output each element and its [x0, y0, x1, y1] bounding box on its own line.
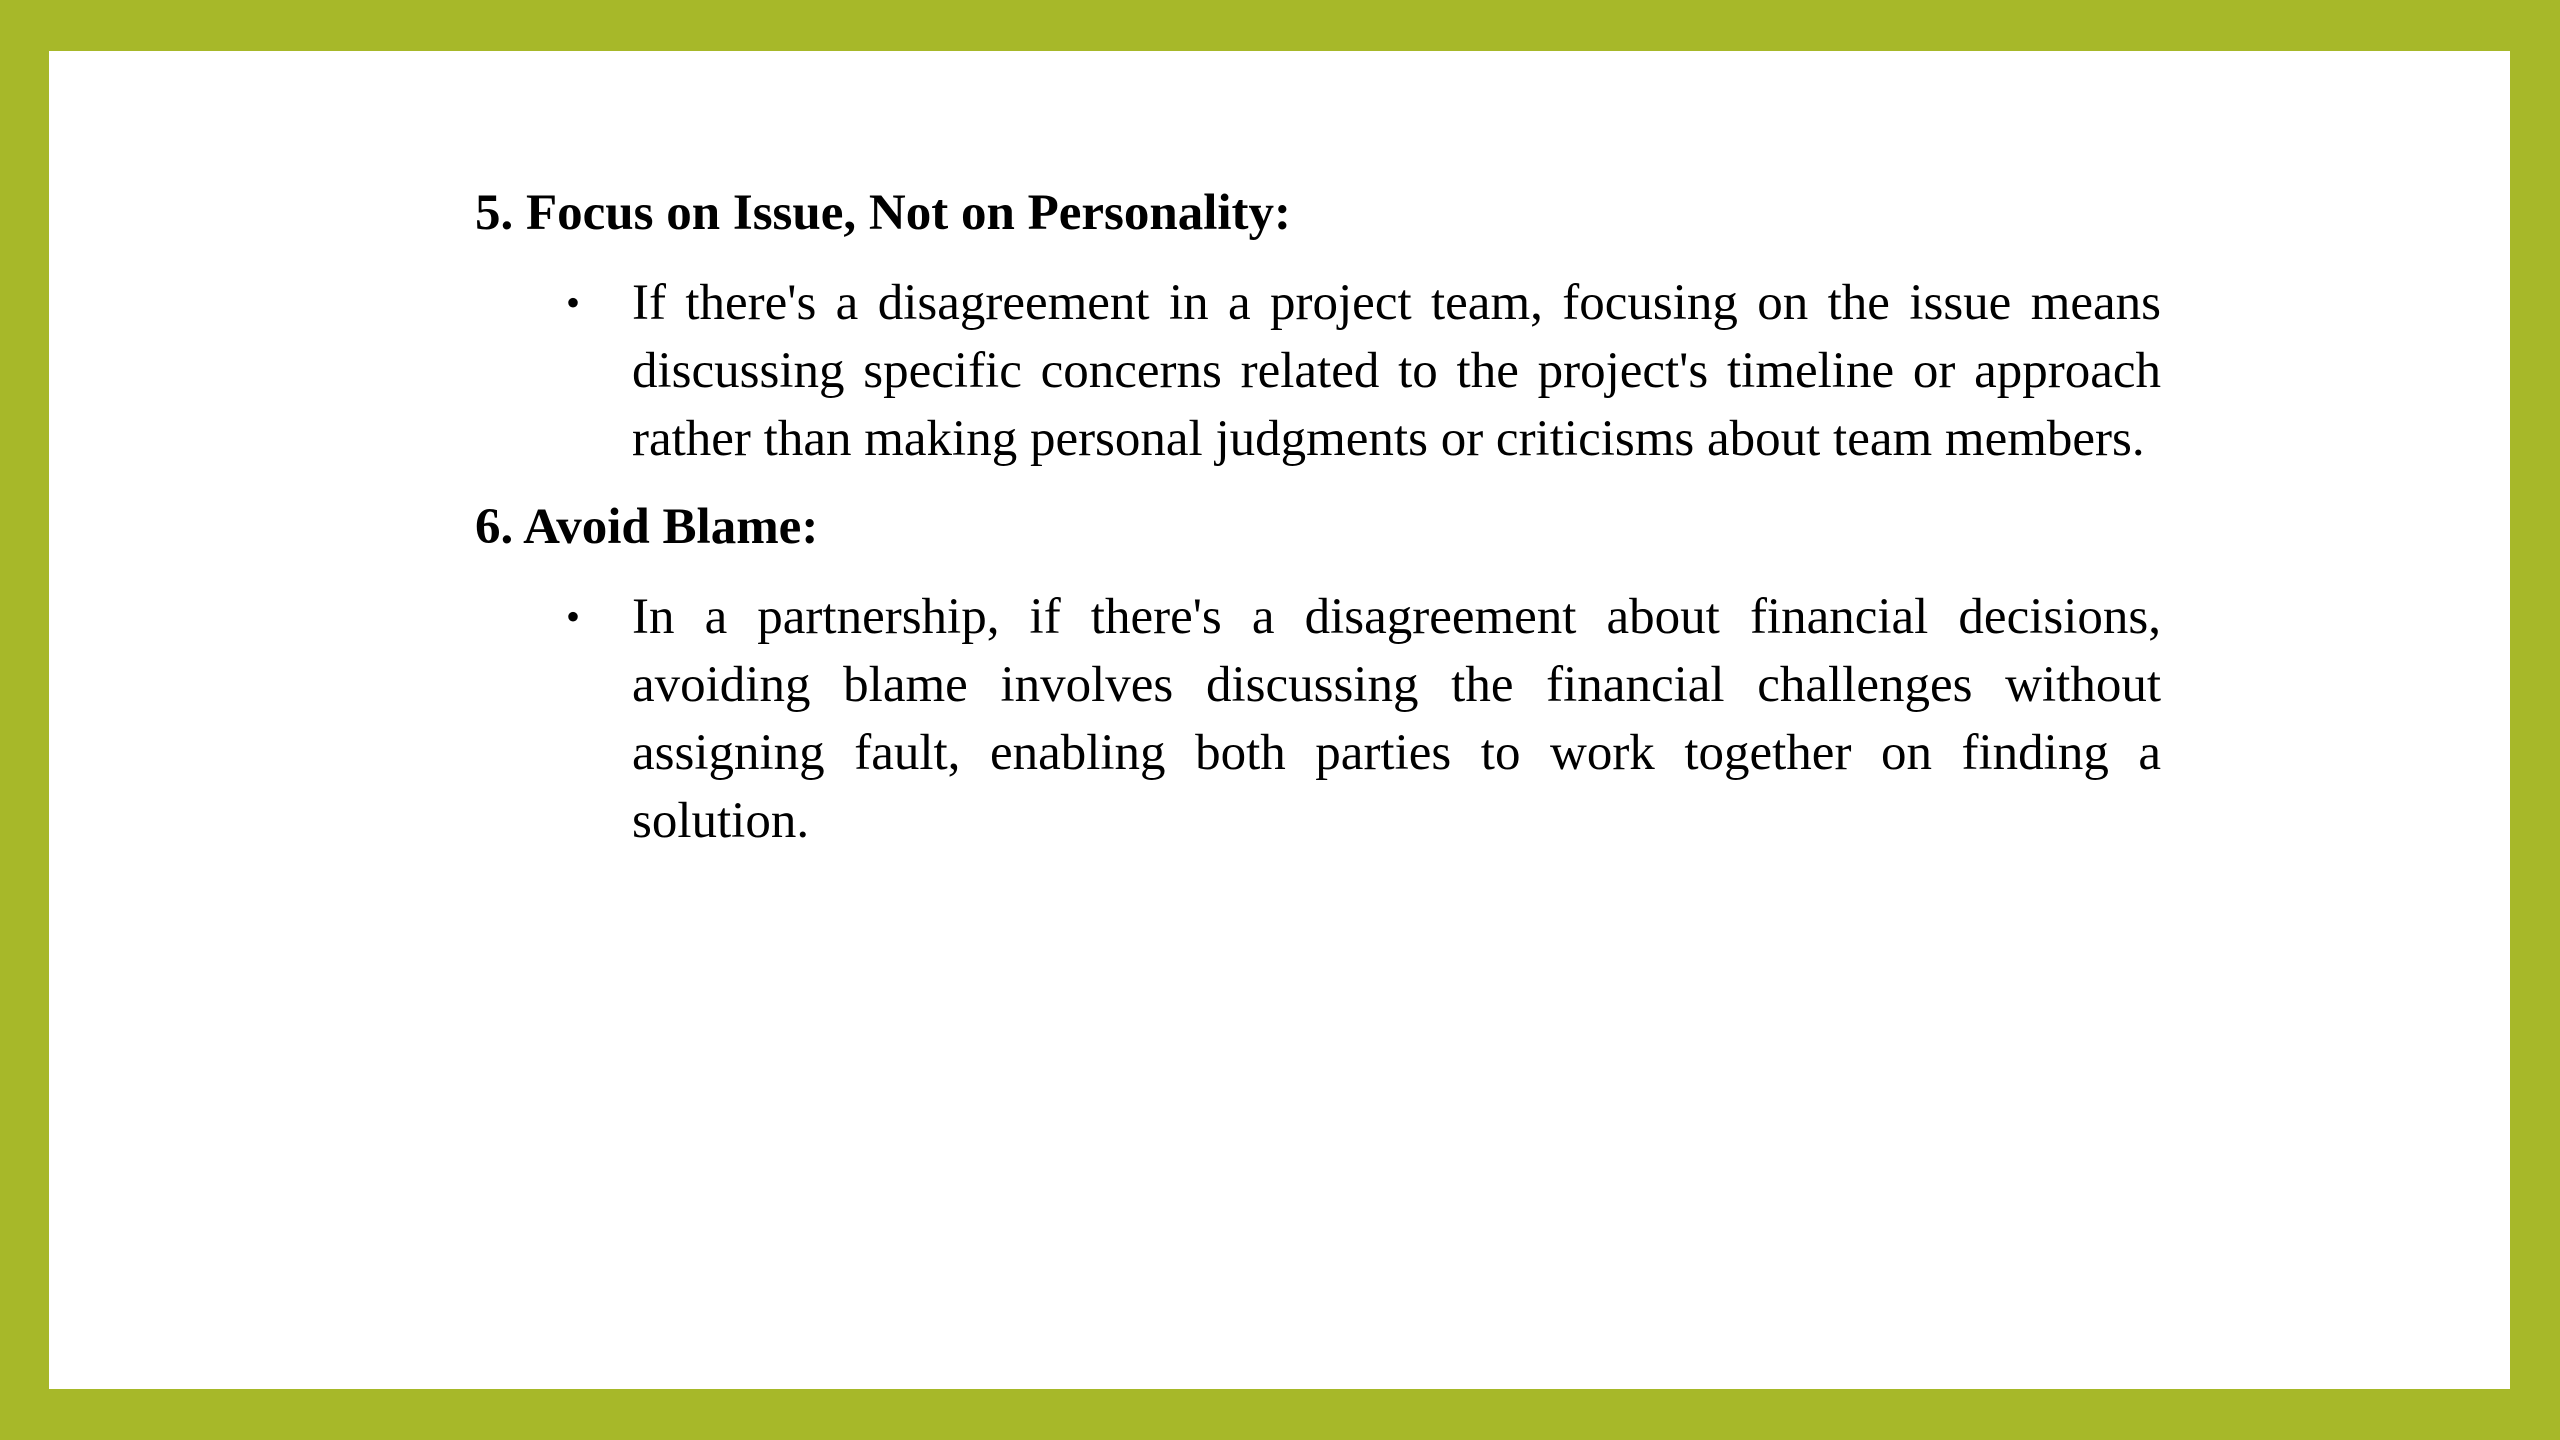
- bullet-item: [566, 269, 2161, 473]
- section-focus-on-issue: [475, 179, 2211, 473]
- section-avoid-blame: [475, 493, 2211, 855]
- bullet-icon: •: [566, 594, 581, 639]
- bullet-icon: •: [566, 280, 581, 325]
- bullet-text: If there's a disagreement in a project team, focusing on the issue means discussing specific concerns related to the project's timeline or approach rather than making personal judgments or criticisms about team members.: [632, 275, 2161, 467]
- slide: [49, 51, 2510, 1389]
- section-heading: 5. Focus on Issue, Not on Personality:: [475, 185, 1292, 241]
- bullet-text: In a partnership, if there's a disagreement about financial decisions, avoiding blame involves discussing the financial challenges without assigning fault, enabling both parties to work together on finding a solution.: [632, 589, 2161, 849]
- section-heading: 6. Avoid Blame:: [475, 499, 819, 555]
- bullet-item: [566, 583, 2161, 855]
- slide-content: [475, 179, 2211, 875]
